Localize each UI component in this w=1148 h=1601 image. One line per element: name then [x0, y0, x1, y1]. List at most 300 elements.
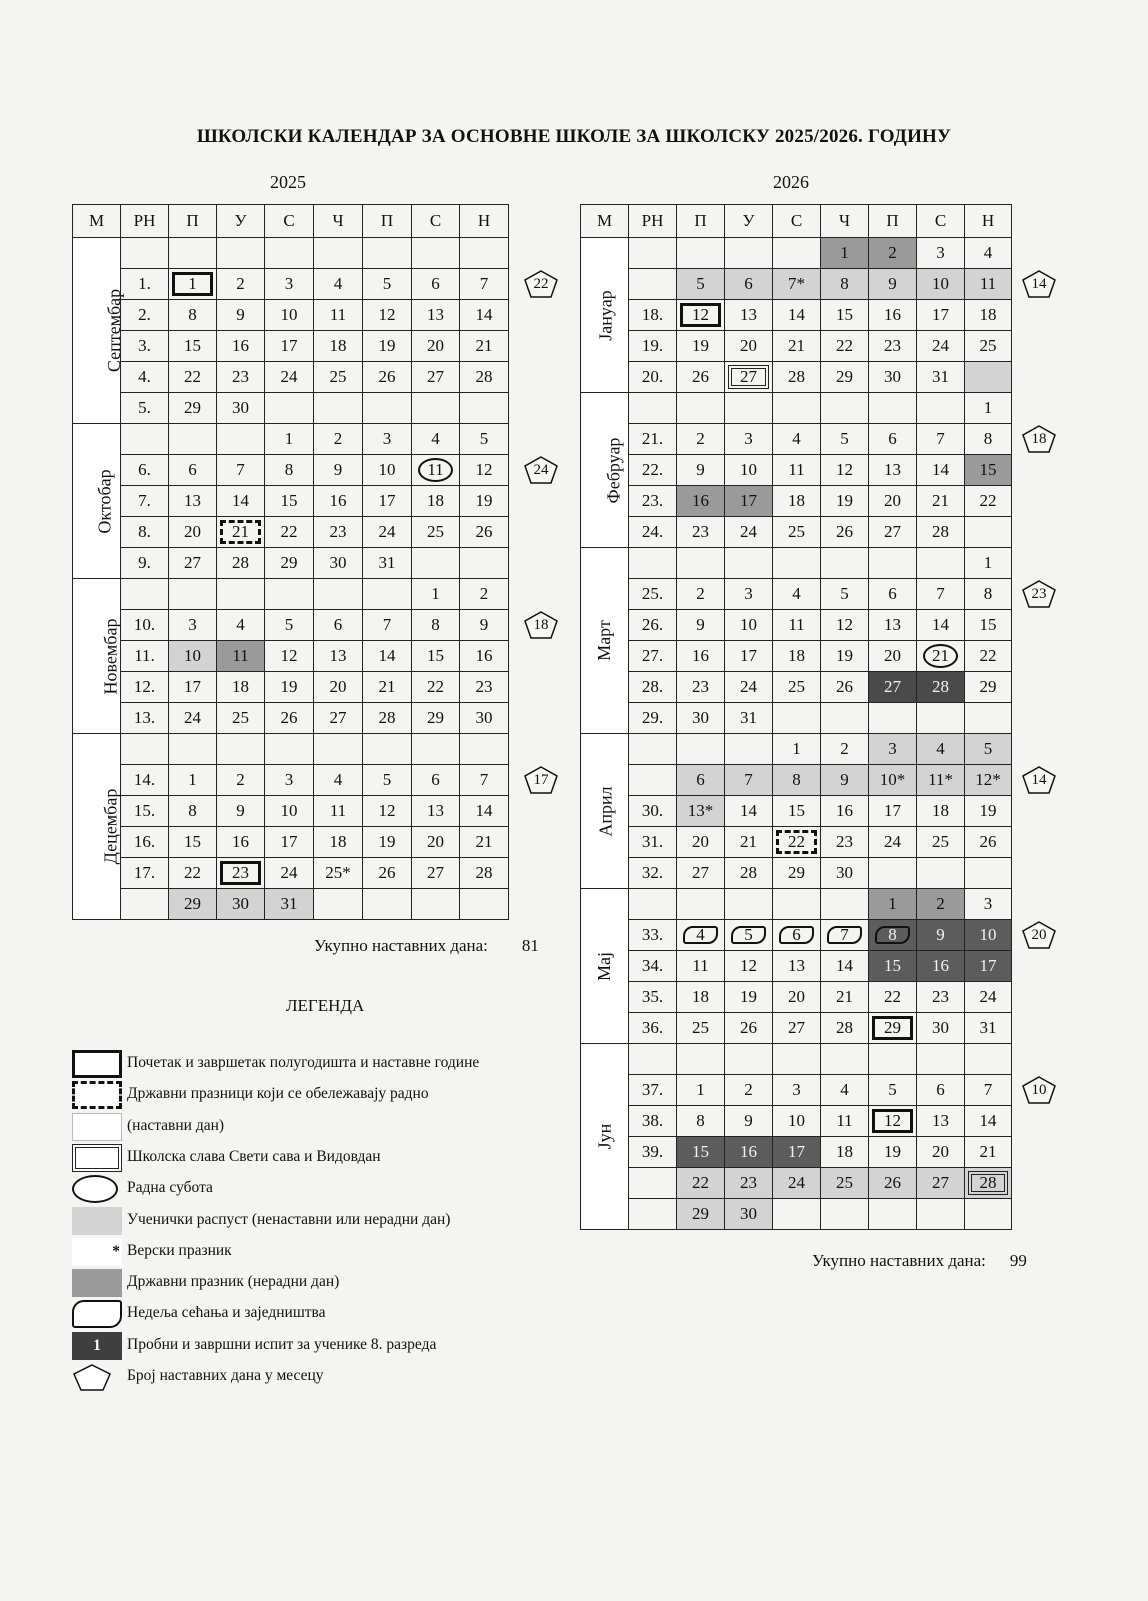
day-cell	[412, 827, 460, 858]
week-row	[73, 734, 509, 765]
day-number: 11	[692, 956, 709, 975]
day-number: 28	[788, 367, 805, 386]
day-number: 31	[378, 553, 396, 572]
day-cell	[677, 641, 725, 672]
day-number: 15	[184, 336, 201, 355]
day-cell	[265, 765, 314, 796]
day-number: 7	[936, 429, 945, 448]
teaching-days-count	[1021, 579, 1057, 609]
day-cell	[821, 703, 869, 734]
day-number: 9	[696, 615, 705, 634]
day-number: 7	[479, 274, 489, 293]
day-number: 11	[232, 646, 249, 665]
day-cell	[412, 548, 460, 579]
day-number: 25	[979, 336, 997, 355]
day-number: 2	[744, 1080, 753, 1099]
day-cell	[965, 362, 1012, 393]
day-cell	[169, 517, 217, 548]
day-number: 14	[232, 491, 249, 510]
day-cell	[265, 548, 314, 579]
day-number: 6	[431, 770, 440, 789]
day-number: 12	[884, 1111, 901, 1130]
day-number: 5	[382, 274, 392, 293]
day-number: 30	[232, 398, 249, 417]
day-cell	[412, 796, 460, 827]
day-number: 13	[884, 460, 901, 479]
count-value: 10	[1031, 1081, 1047, 1098]
day-cell	[314, 362, 363, 393]
day-number: 8	[188, 305, 197, 324]
day-number: 2	[333, 429, 343, 448]
day-cell	[917, 641, 965, 672]
week-row	[581, 393, 1012, 424]
day-cell	[821, 1013, 869, 1044]
month-label: Јануар	[595, 289, 616, 341]
day-number: 30	[692, 708, 709, 727]
day-number: 15	[280, 491, 298, 510]
day-cell	[773, 269, 821, 300]
day-cell	[821, 393, 869, 424]
month-name	[581, 734, 629, 889]
legend-text: (наставни дан)	[127, 1116, 225, 1134]
day-number: 4	[983, 243, 993, 262]
day-number: 10	[378, 460, 396, 479]
week-number: 33.	[629, 920, 677, 951]
day-number: 1	[840, 243, 849, 262]
week-number: 39.	[629, 1137, 677, 1168]
day-number: 7	[236, 460, 245, 479]
day-cell	[821, 362, 869, 393]
teaching-days-count	[1021, 920, 1057, 950]
day-number: 19	[475, 491, 493, 510]
week-number: 28.	[629, 672, 677, 703]
day-cell	[725, 486, 773, 517]
day-number: 23	[692, 522, 709, 541]
day-cell	[917, 1168, 965, 1199]
day-cell	[965, 455, 1012, 486]
day-cell	[314, 641, 363, 672]
day-cell	[725, 1137, 773, 1168]
day-number: 12*	[975, 770, 1001, 789]
count-value: 23	[1031, 585, 1047, 602]
day-cell	[869, 300, 917, 331]
count-value: 18	[1031, 430, 1047, 447]
day-number: 27	[884, 522, 901, 541]
week-row	[581, 1199, 1012, 1230]
day-cell	[965, 517, 1012, 548]
day-number: 1	[188, 274, 197, 293]
day-cell	[773, 1106, 821, 1137]
day-cell	[677, 734, 725, 765]
day-cell	[363, 765, 412, 796]
day-cell	[363, 610, 412, 641]
day-cell	[460, 765, 509, 796]
day-cell	[965, 424, 1012, 455]
day-number: 23	[232, 863, 249, 882]
day-cell	[677, 796, 725, 827]
week-row	[581, 238, 1012, 269]
day-cell	[265, 331, 314, 362]
week-number	[629, 548, 677, 579]
day-cell	[821, 517, 869, 548]
day-number: 1	[696, 1080, 705, 1099]
day-cell	[265, 362, 314, 393]
day-number: 6	[744, 274, 753, 293]
day-number: 27	[427, 863, 444, 882]
day-number: 17	[979, 956, 997, 975]
day-cell	[917, 920, 965, 951]
week-number	[121, 238, 169, 269]
day-cell	[412, 672, 460, 703]
day-cell	[363, 455, 412, 486]
day-number: 8	[696, 1111, 705, 1130]
teaching-days-count	[1021, 765, 1057, 795]
day-number: 28	[475, 863, 493, 882]
teaching-days-count	[1021, 269, 1057, 299]
day-cell	[869, 331, 917, 362]
day-cell	[725, 362, 773, 393]
day-number: 3	[744, 584, 753, 603]
day-number: 17	[740, 491, 757, 510]
day-number: 23	[232, 367, 249, 386]
day-cell	[677, 858, 725, 889]
week-row	[581, 796, 1012, 827]
day-number: 13	[427, 801, 444, 820]
day-cell	[869, 393, 917, 424]
day-number: 22	[788, 832, 805, 851]
day-cell	[265, 672, 314, 703]
week-number	[121, 579, 169, 610]
day-cell	[725, 920, 773, 951]
day-number: 17	[932, 305, 949, 324]
teaching-days-count	[1021, 1075, 1057, 1105]
day-cell	[169, 486, 217, 517]
week-number: 32.	[629, 858, 677, 889]
week-row	[581, 300, 1012, 331]
week-row	[73, 672, 509, 703]
day-number: 18	[692, 987, 709, 1006]
day-number: 7	[840, 925, 849, 944]
day-cell	[725, 1075, 773, 1106]
day-number: 23	[740, 1173, 757, 1192]
teaching-days-count	[1021, 424, 1057, 454]
teaching-days-count	[523, 610, 559, 640]
week-number	[121, 734, 169, 765]
day-cell	[314, 269, 363, 300]
day-number: 24	[280, 863, 298, 882]
day-cell	[314, 796, 363, 827]
day-number: 28	[378, 708, 396, 727]
column-header: У	[217, 205, 265, 238]
day-cell	[965, 889, 1012, 920]
day-cell	[677, 827, 725, 858]
week-row	[581, 486, 1012, 517]
week-number: 37.	[629, 1075, 677, 1106]
day-cell	[821, 765, 869, 796]
day-cell	[773, 951, 821, 982]
day-cell	[821, 486, 869, 517]
day-number: 1	[188, 770, 197, 789]
day-number: 3	[936, 243, 945, 262]
day-number: 28	[932, 522, 949, 541]
day-cell	[965, 982, 1012, 1013]
day-number: 22	[979, 646, 997, 665]
day-cell	[412, 610, 460, 641]
legend-text: Школска слава Свети сава и Видовдан	[127, 1147, 381, 1165]
day-cell	[773, 827, 821, 858]
calendar-2026-table	[580, 204, 1012, 1230]
day-cell	[869, 951, 917, 982]
day-cell	[412, 424, 460, 455]
day-cell	[677, 300, 725, 331]
day-cell	[965, 641, 1012, 672]
day-number: 10	[788, 1111, 805, 1130]
week-number	[629, 393, 677, 424]
day-cell	[773, 982, 821, 1013]
day-number: 19	[836, 491, 853, 510]
day-number: 7	[744, 770, 753, 789]
day-cell	[773, 455, 821, 486]
column-header: П	[869, 205, 917, 238]
day-number: 19	[378, 336, 396, 355]
day-cell	[869, 486, 917, 517]
total-label: Укупно наставних дана:	[812, 1251, 986, 1270]
day-number: 16	[232, 832, 249, 851]
day-cell	[265, 424, 314, 455]
day-cell	[917, 1199, 965, 1230]
day-cell	[677, 548, 725, 579]
week-number	[121, 424, 169, 455]
day-cell	[917, 1106, 965, 1137]
day-cell	[917, 765, 965, 796]
day-cell	[917, 1075, 965, 1106]
week-number: 11.	[121, 641, 169, 672]
day-cell	[169, 889, 217, 920]
day-number: 5	[479, 429, 489, 448]
day-cell	[725, 765, 773, 796]
week-number: 3.	[121, 331, 169, 362]
day-number: 17	[378, 491, 396, 510]
day-cell	[460, 548, 509, 579]
day-cell	[821, 641, 869, 672]
day-cell	[314, 393, 363, 424]
day-cell	[869, 455, 917, 486]
week-number: 35.	[629, 982, 677, 1013]
day-cell	[217, 486, 265, 517]
day-number: 29	[184, 398, 201, 417]
day-number: 12	[740, 956, 757, 975]
day-number: 2	[479, 584, 489, 603]
day-cell	[169, 362, 217, 393]
day-cell	[460, 579, 509, 610]
day-cell	[869, 579, 917, 610]
day-number: 10	[932, 274, 949, 293]
day-number: 29	[184, 894, 201, 913]
week-number: 2.	[121, 300, 169, 331]
day-cell	[917, 610, 965, 641]
week-row	[73, 796, 509, 827]
day-cell	[821, 672, 869, 703]
day-cell	[965, 796, 1012, 827]
day-cell	[869, 548, 917, 579]
day-cell	[869, 1013, 917, 1044]
day-number: 16	[692, 646, 709, 665]
day-cell	[869, 641, 917, 672]
day-cell	[217, 610, 265, 641]
day-cell	[460, 858, 509, 889]
day-cell	[869, 424, 917, 455]
month-label: Јун	[593, 1123, 614, 1150]
day-cell	[773, 1013, 821, 1044]
legend-text: Недеља сећања и заједништва	[127, 1304, 326, 1322]
day-cell	[821, 331, 869, 362]
day-number: 10	[280, 801, 298, 820]
legend-swatch	[72, 1238, 122, 1266]
day-cell	[314, 672, 363, 703]
day-number: 30	[740, 1204, 757, 1223]
day-cell	[725, 331, 773, 362]
day-cell	[869, 796, 917, 827]
day-cell	[821, 827, 869, 858]
day-cell	[917, 982, 965, 1013]
day-number: 14	[740, 801, 757, 820]
day-cell	[677, 486, 725, 517]
day-number: 20	[884, 491, 901, 510]
month-name	[581, 1044, 629, 1230]
day-cell	[677, 517, 725, 548]
day-number: 23	[692, 677, 709, 696]
day-cell	[412, 362, 460, 393]
day-number: 12	[475, 460, 493, 479]
day-number: 11	[836, 1111, 853, 1130]
day-number: 19	[280, 677, 298, 696]
day-cell	[314, 486, 363, 517]
day-cell	[169, 796, 217, 827]
week-row	[581, 424, 1012, 455]
day-number: 24	[184, 708, 201, 727]
day-cell	[773, 703, 821, 734]
day-cell	[821, 424, 869, 455]
week-row	[581, 672, 1012, 703]
month-label: Фебруар	[603, 437, 624, 503]
day-cell	[725, 1168, 773, 1199]
day-cell	[917, 517, 965, 548]
day-cell	[965, 269, 1012, 300]
day-number: 13*	[687, 801, 714, 820]
day-number: 10	[280, 305, 298, 324]
week-row	[73, 765, 509, 796]
day-cell	[821, 1137, 869, 1168]
day-cell	[821, 455, 869, 486]
day-cell	[773, 610, 821, 641]
day-number: 9	[696, 460, 705, 479]
day-cell	[265, 641, 314, 672]
day-number: 22	[427, 677, 444, 696]
day-cell	[869, 858, 917, 889]
day-cell	[965, 300, 1012, 331]
day-number: 22	[184, 367, 201, 386]
week-number: 16.	[121, 827, 169, 858]
day-cell	[677, 765, 725, 796]
day-number: 26	[740, 1018, 757, 1037]
day-number: 2	[236, 770, 245, 789]
day-cell	[217, 362, 265, 393]
day-cell	[460, 331, 509, 362]
day-cell	[821, 1199, 869, 1230]
day-cell	[217, 703, 265, 734]
day-number: 6	[792, 925, 801, 944]
week-number	[121, 889, 169, 920]
day-number: 24	[788, 1173, 805, 1192]
day-cell	[773, 734, 821, 765]
day-cell	[965, 1106, 1012, 1137]
day-cell	[363, 641, 412, 672]
day-cell	[869, 362, 917, 393]
day-cell	[965, 331, 1012, 362]
day-cell	[773, 858, 821, 889]
day-number: 21	[932, 646, 949, 665]
day-cell	[460, 238, 509, 269]
day-cell	[412, 703, 460, 734]
day-cell	[821, 858, 869, 889]
day-cell	[314, 548, 363, 579]
day-number: 5	[284, 615, 294, 634]
month-name	[581, 548, 629, 734]
week-number	[629, 1199, 677, 1230]
day-number: 31	[932, 367, 949, 386]
day-cell	[917, 672, 965, 703]
column-header: П	[677, 205, 725, 238]
day-number: 18	[788, 491, 805, 510]
day-number: 16	[932, 956, 949, 975]
day-cell	[917, 362, 965, 393]
day-cell	[265, 579, 314, 610]
day-cell	[169, 238, 217, 269]
column-header: С	[265, 205, 314, 238]
day-number: 21	[932, 491, 949, 510]
day-number: 30	[475, 708, 493, 727]
day-cell	[677, 1044, 725, 1075]
day-number: 7	[479, 770, 489, 789]
day-cell	[917, 393, 965, 424]
day-number: 22	[692, 1173, 709, 1192]
day-number: 13	[184, 491, 201, 510]
day-number: 9	[479, 615, 489, 634]
week-number: 27.	[629, 641, 677, 672]
day-number: 22	[184, 863, 201, 882]
day-number: 18	[427, 491, 444, 510]
day-cell	[265, 486, 314, 517]
week-number	[629, 889, 677, 920]
day-number: 12	[378, 801, 396, 820]
day-number: 28	[836, 1018, 853, 1037]
week-number: 1.	[121, 269, 169, 300]
day-cell	[821, 238, 869, 269]
day-cell	[677, 1013, 725, 1044]
week-number: 5.	[121, 393, 169, 424]
day-cell	[314, 424, 363, 455]
day-number: 26	[836, 522, 853, 541]
day-number: 25	[232, 708, 249, 727]
column-header: РН	[629, 205, 677, 238]
day-cell	[965, 672, 1012, 703]
week-number	[629, 1044, 677, 1075]
day-number: 14	[836, 956, 853, 975]
week-number: 20.	[629, 362, 677, 393]
day-number: 13	[427, 305, 444, 324]
day-cell	[265, 269, 314, 300]
day-cell	[821, 734, 869, 765]
